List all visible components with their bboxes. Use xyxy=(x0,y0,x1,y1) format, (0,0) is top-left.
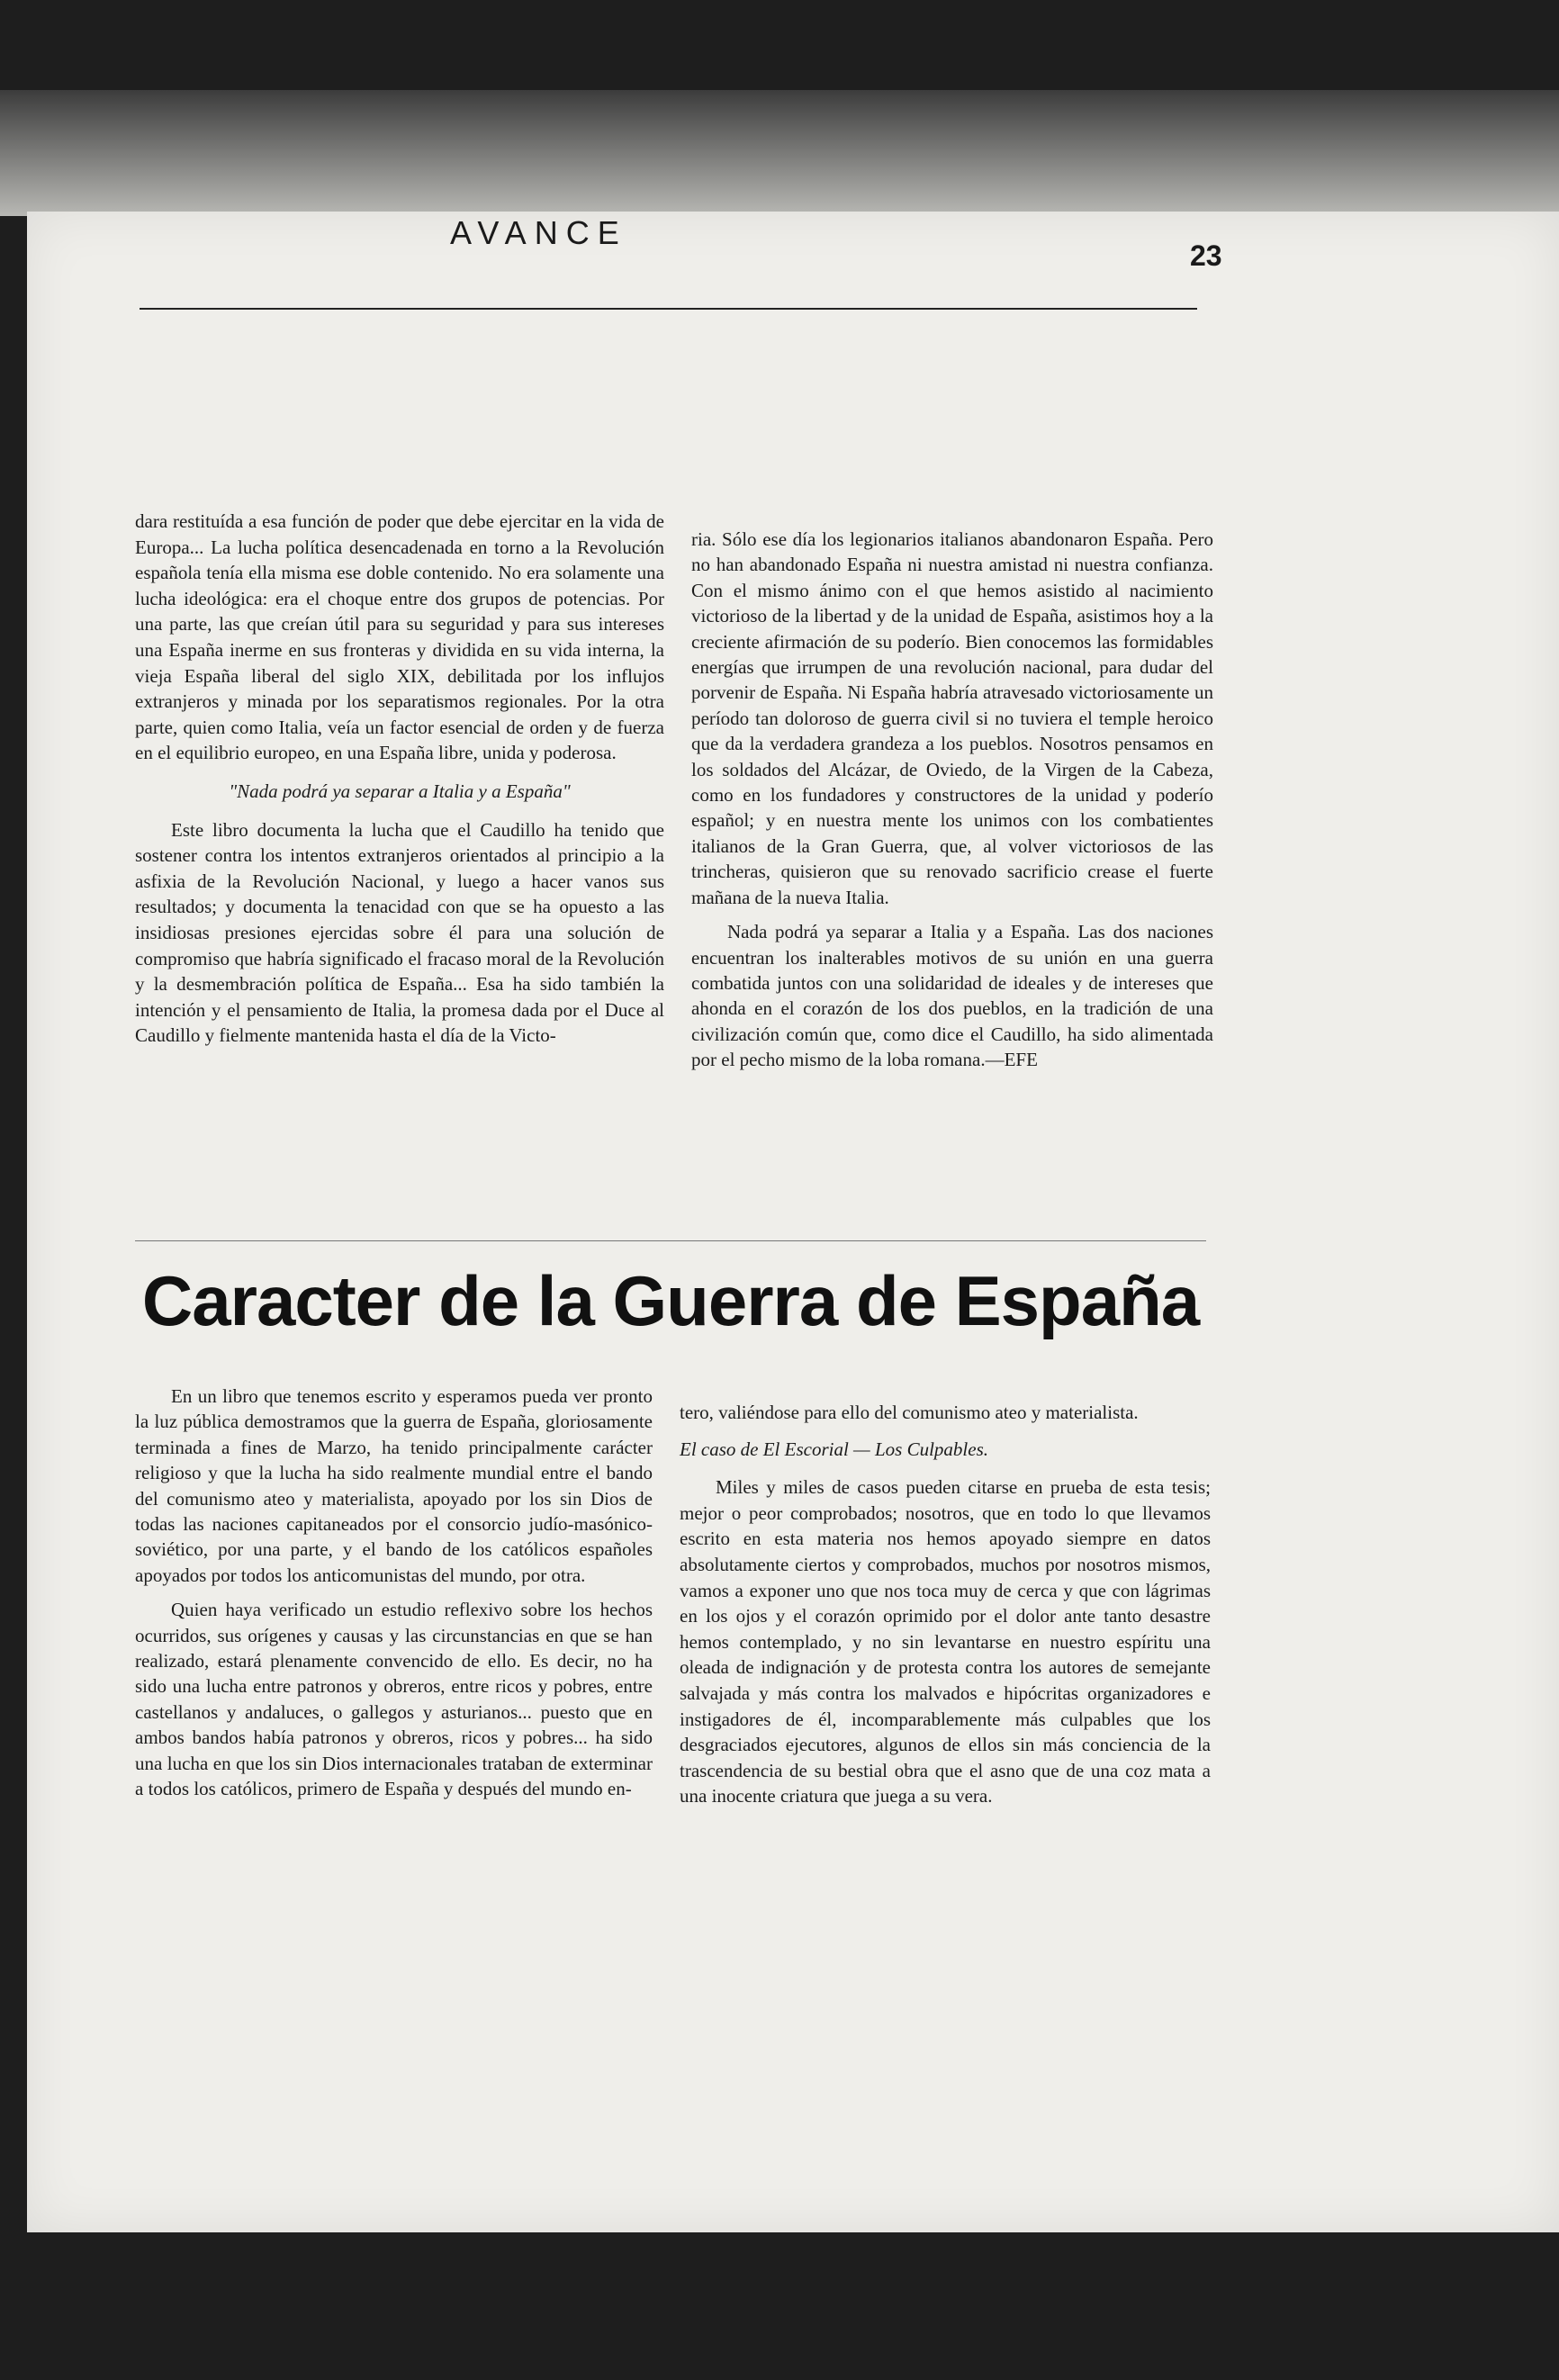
article2-column-left xyxy=(135,1384,653,1811)
paragraph: Nada podrá ya separar a Italia y a España. Las dos naciones encuentran los inalterables motivos de su unión en una guerra combatida juntos con una solidaridad de ideales y de intereses que ahonda en el corazón de los dos pueblos, en la tradición de una civilización común que, como dice el Caudillo, ha sido alimentada por el pecho mismo de la loba romana.—EFE xyxy=(691,921,1213,1071)
paragraph: tero, valiéndose para ello del comunismo ateo y materialista. xyxy=(680,1402,1139,1423)
paragraph: Miles y miles de casos pueden citarse en prueba de esta tesis; mejor o peor comprobados; nosotros, que en todo lo que llevamos escrito en esta materia nos hemos apoyado siempre en datos absolutamente ciertos y comprobados, muchos por nosotros mismos, vamos a exponer uno que nos toca muy de cerca y que con lágrimas en los ojos y el corazón oprimido por el dolor ante tanto desastre hemos contemplado, y no sin levantarse en nuestro espíritu una oleada de indignación y de protesta contra los autores de semejante salvajada y más contra los malvados e hipócritas organizadores e instigadores de él, incomparablemente más culpables que los desgraciados ejecutores, algunos de ellos sin más conciencia de la trascendencia de su bestial obra que el asno que de una coz mata a una inocente criatura que juega a su vera. xyxy=(680,1476,1211,1808)
running-header-rule xyxy=(140,245,1197,310)
paragraph: En un libro que tenemos escrito y esperamos pueda ver pronto la luz pública demostramos que la guerra de España, gloriosamente terminada a fines de Marzo, ha tenido principalmente carácter religioso y que la lucha ha sido realmente mundial entre el bando del comunismo ateo y materialista, apoyado por los sin Dios de todas las naciones capitaneados por el consorcio judío-masónico-soviético, por una parte, y el bando de los católicos españoles apoyados por todos los anticomunistas del mundo, por otra. xyxy=(135,1385,653,1586)
article1-column-right xyxy=(691,527,1213,1082)
article-divider xyxy=(135,1240,1206,1241)
article1-column-left xyxy=(135,509,664,1058)
paragraph: ria. Sólo ese día los legionarios italianos abandonaron España. Pero no han abandonado España ni nuestra amistad ni nuestra confianza. Con el mismo ánimo con el que hemos asistido al nacimiento victorioso de la libertad y de la unidad de España, asistimos hoy a la creciente afirmación de su poderío. Bien conocemos las formidables energías que irrumpen de una revolución nacional, para dudar del porvenir de España. Ni España habría atravesado victoriosamente un período tan doloroso de guerra civil si no tuviera el temple heroico que da la verdadera grandeza a los pueblos. Nosotros pensamos en los soldados del Alcázar, de Oviedo, de la Virgen de la Cabeza, como en los fundadores y constructores de la unidad y poderío español; y en nuestra mente los unimos con los combatientes italianos de la Gran Guerra, que, al volver victoriosos de las trincheras, quisieron que su renovado sacrificio crease el fuerte mañana de la nueva Italia. xyxy=(691,528,1213,908)
article-headline: Caracter de la Guerra de España xyxy=(141,1261,1200,1340)
running-title: AVANCE xyxy=(450,214,627,251)
paragraph: Quien haya verificado un estudio reflexivo sobre los hechos ocurridos, sus orígenes y causas y las circunstancias en que se han realizado, estará plenamente convencido de ello. Es decir, no ha sido una lucha entre patronos y obreros, entre ricos y pobres, entre castellanos y andaluces, o gallegos y asturianos... puesto que en ambos bandos había patronos y obreros, ricos y pobres... ha sido una lucha en que los sin Dios internacionales trataban de exterminar a todos los católicos, primero de España y después del mundo en- xyxy=(135,1599,653,1800)
article2-column-right xyxy=(680,1400,1211,1818)
paragraph: dara restituída a esa función de poder que debe ejercitar en la vida de Europa... La lucha política desencadenada en torno a la Revolución española tenía ella misma ese doble contenido. No era solamente una lucha ideológica: era el choque entre dos grupos de potencias. Por una parte, las que creían útil para su seguridad y para sus intereses una España inerme en sus fronteras y dividida en su vida interna, la vieja España liberal del siglo XIX, debilitada por los influjos extranjeros y minada por los separatismos regionales. Por la otra parte, quien como Italia, veía un factor esencial de orden y de fuerza en el equilibrio europeo, en una España libre, unida y poderosa. xyxy=(135,510,664,764)
page-edge-shadow xyxy=(0,90,1559,216)
page-number: 23 xyxy=(1190,239,1222,272)
paragraph: Este libro documenta la lucha que el Caudillo ha tenido que sostener contra los intentos extranjeros orientados al principio a la asfixia de la Revolución Nacional, y luego a hacer vanos sus resultados; y documenta la tenacidad con que se ha opuesto a las insidiosas presiones ejercidas sobre él para una solución de compromiso que habría significado el fracaso moral de la Revolución y la desmembración política de España... Esa ha sido también la intención y el pensamiento de Italia, la promesa dada por el Duce al Caudillo y fielmente mantenida hasta el día de la Victo- xyxy=(135,818,664,1047)
pull-quote: "Nada podrá ya separar a Italia y a España" xyxy=(229,780,571,802)
section-subheading: El caso de El Escorial — Los Culpables. xyxy=(680,1438,988,1460)
